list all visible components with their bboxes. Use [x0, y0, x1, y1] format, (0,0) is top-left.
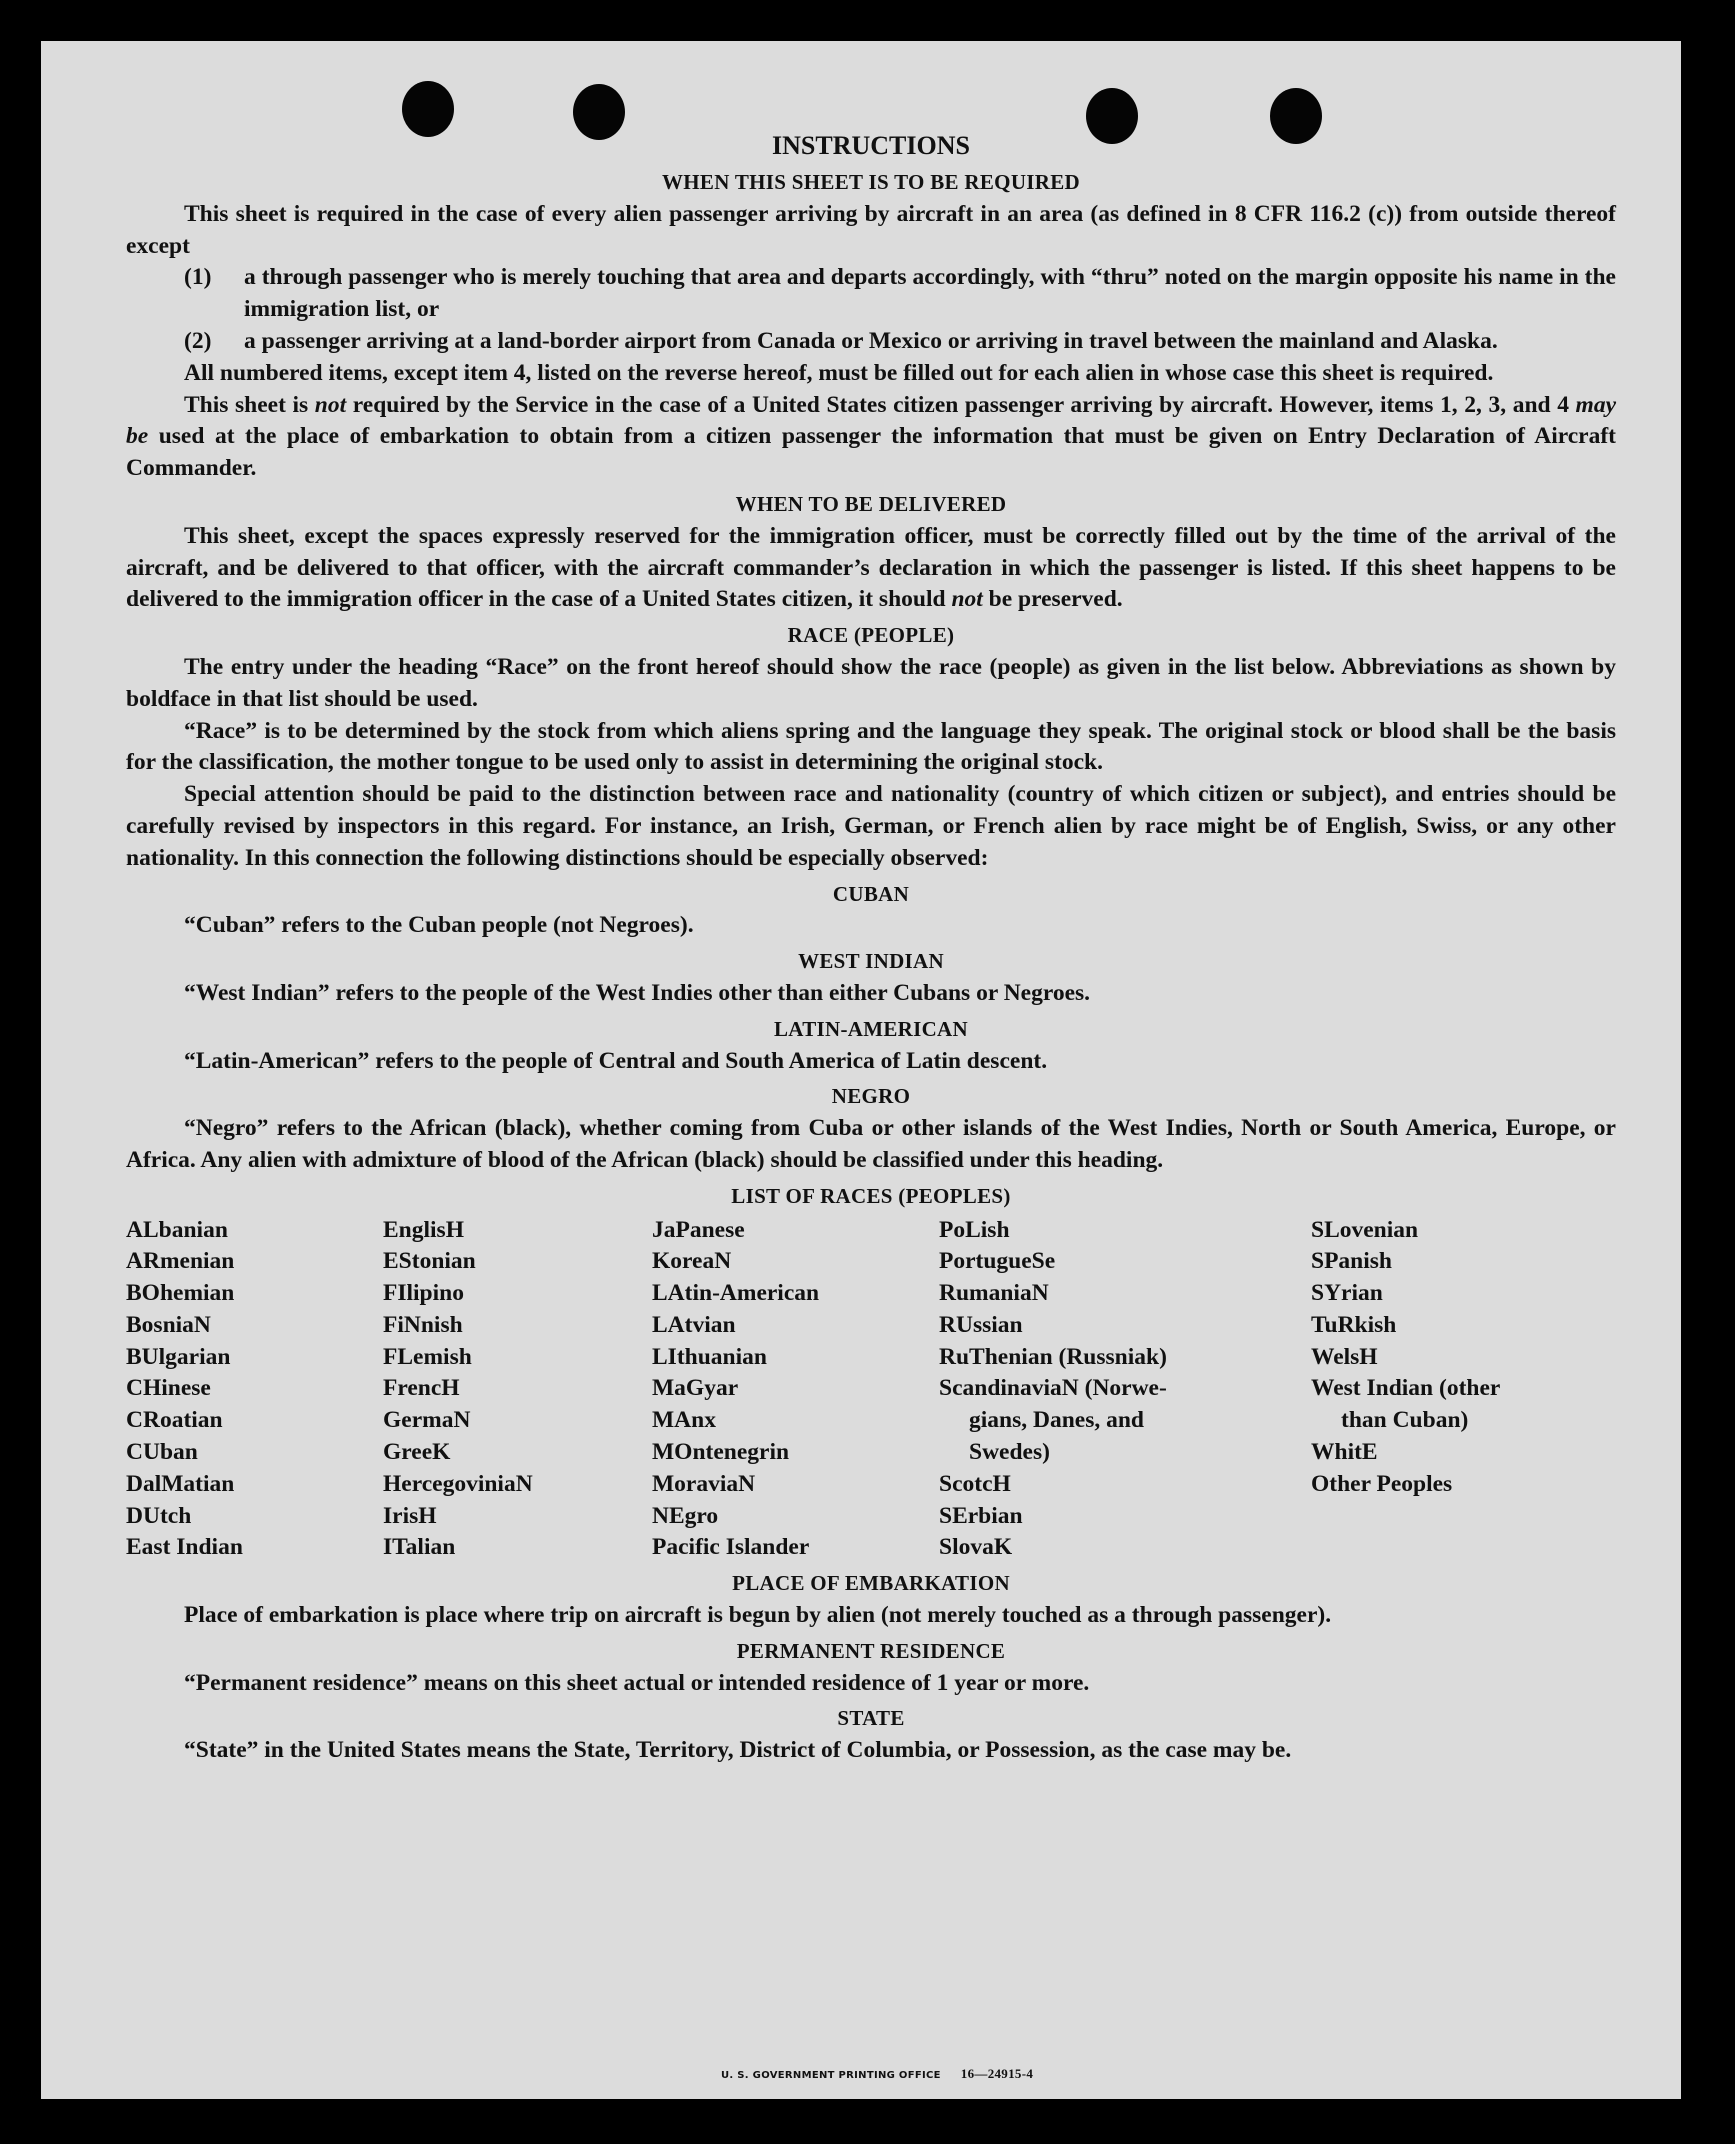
section-heading: RACE (PEOPLE)	[787, 623, 955, 648]
paragraph: This sheet, except the spaces expressly reserved for the immigration officer, must be correctly filled out by the time of the arrival of the aircraft, and be delivered to that officer, with the aircraft commander’s declaration in which the passenger is listed. If this sheet happens to be delivered to the immigration officer in the case of a United States citizen, it should not be preserved.	[126, 522, 1616, 613]
race-entry: IrisH	[383, 1502, 437, 1529]
paragraph: “State” in the United States means the State, Territory, District of Columbia, or Possession, as the case may be.	[184, 1737, 1292, 1764]
paragraph: This sheet is required in the case of every alien passenger arriving by aircraft in an area (as defined in 8 CFR 116.2 (c)) from outside thereof except	[126, 200, 1616, 259]
race-entry: ITalian	[383, 1534, 456, 1561]
race-entry: SPanish	[1311, 1248, 1392, 1275]
paragraph: Special attention should be paid to the distinction between race and nationality (country of which citizen or subject), and entries should be carefully revised by inspectors in this regard. For instance, an Irish, German, or French alien by race might be of English, Swiss, or any other nationality. In this connection the following distinctions should be especially observed:	[126, 781, 1616, 871]
race-entry: HercegoviniaN	[383, 1470, 533, 1497]
race-entry: gians, Danes, and	[969, 1407, 1144, 1434]
instructions-body	[126, 129, 1616, 1767]
paragraph: “Race” is to be determined by the stock from which aliens spring and the language they speak. The original stock or blood shall be the basis for the classification, the mother tongue to be used only to assist in determining the original stock.	[126, 717, 1616, 776]
race-entry: ScotcH	[939, 1470, 1011, 1497]
race-column	[939, 1215, 1311, 1565]
race-entry: ALbanian	[126, 1216, 228, 1243]
race-column	[1311, 1215, 1611, 1565]
race-entry: GreeK	[383, 1439, 451, 1466]
list-item: (1) a through passenger who is merely touching that area and departs accordingly, with “thru” noted on the margin opposite his name in the immigration list, or	[184, 264, 1616, 323]
race-entry: RumaniaN	[939, 1280, 1049, 1307]
race-column	[383, 1215, 652, 1565]
section-heading: PLACE OF EMBARKATION	[732, 1571, 1010, 1596]
race-entry: SErbian	[939, 1502, 1023, 1529]
section-heading: NEGRO	[831, 1084, 911, 1109]
definition: “West Indian” refers to the people of the West Indies other than either Cubans or Negroes.	[184, 979, 1091, 1006]
race-entry: LIthuanian	[652, 1343, 767, 1370]
page-title: INSTRUCTIONS	[772, 131, 970, 160]
race-entry: FLemish	[383, 1343, 472, 1370]
race-entry: than Cuban)	[1341, 1407, 1469, 1434]
race-entry: PoLish	[939, 1216, 1010, 1243]
race-entry: LAtin-American	[652, 1280, 820, 1307]
race-entry: Swedes)	[969, 1439, 1050, 1466]
paragraph: “Permanent residence” means on this sheet actual or intended residence of 1 year or more.	[184, 1669, 1090, 1696]
race-entry: PortugueSe	[939, 1248, 1056, 1275]
definition: “Negro” refers to the African (black), whether coming from Cuba or other islands of the West Indies, North or South America, Europe, or Africa. Any alien with admixture of blood of the African (black) should be classified under this heading.	[126, 1115, 1616, 1173]
race-entry: RUssian	[939, 1311, 1023, 1338]
race-entry: CUban	[126, 1439, 198, 1466]
paragraph: All numbered items, except item 4, listed on the reverse hereof, must be filled out for each alien in whose case this sheet is required.	[184, 359, 1494, 386]
race-entry: FrencH	[383, 1375, 460, 1402]
section-heading: CUBAN	[832, 881, 910, 906]
race-entry: SLovenian	[1311, 1216, 1419, 1243]
race-entry: MoraviaN	[652, 1470, 756, 1497]
section-heading: LIST OF RACES (PEOPLES)	[731, 1183, 1011, 1208]
race-entry: TuRkish	[1311, 1311, 1397, 1338]
paragraph: This sheet is not required by the Service in the case of a United States citizen passenger arriving by aircraft. However, items 1, 2, 3, and 4 may be used at the place of embarkation to obtain from a citizen passenger the information that must be given on Entry Declaration of Aircraft Commander.	[126, 391, 1617, 482]
definition: “Latin-American” refers to the people of Central and South America of Latin descent.	[184, 1047, 1048, 1074]
section-heading: LATIN-AMERICAN	[774, 1016, 968, 1041]
paragraph: The entry under the heading “Race” on the front hereof should show the race (people) as given in the list below. Abbreviations as shown by boldface in that list should be used.	[126, 653, 1616, 712]
race-entry: JaPanese	[652, 1216, 745, 1243]
race-entry: BosniaN	[126, 1311, 211, 1338]
race-entry: SlovaK	[939, 1534, 1013, 1561]
race-entry: GermaN	[383, 1407, 471, 1434]
race-entry: BUlgarian	[126, 1343, 231, 1370]
race-entry: WelsH	[1311, 1343, 1378, 1370]
section-heading: STATE	[837, 1706, 905, 1731]
race-entry: FiNnish	[383, 1311, 463, 1338]
race-entry: EnglisH	[383, 1216, 464, 1243]
race-entry: MOntenegrin	[652, 1439, 790, 1466]
list-item: (2) a passenger arriving at a land-border airport from Canada or Mexico or arriving in travel between the mainland and Alaska.	[184, 327, 1498, 354]
race-entry: SYrian	[1311, 1280, 1383, 1307]
race-entry: DUtch	[126, 1502, 192, 1529]
race-entry: RuThenian (Russniak)	[939, 1343, 1167, 1370]
race-entry: LAtvian	[652, 1311, 736, 1338]
section-heading: PERMANENT RESIDENCE	[736, 1638, 1006, 1663]
race-entry: BOhemian	[126, 1280, 235, 1307]
race-entry: MaGyar	[652, 1375, 739, 1402]
race-column	[126, 1215, 383, 1565]
race-list	[126, 1215, 1616, 1565]
race-entry: EStonian	[383, 1248, 476, 1275]
race-entry: CHinese	[126, 1375, 211, 1402]
race-entry: ARmenian	[126, 1248, 235, 1275]
printer-imprint: U. S. GOVERNMENT PRINTING OFFICE 16—24915-4	[721, 2066, 1034, 2081]
definition: “Cuban” refers to the Cuban people (not Negroes).	[184, 912, 694, 939]
section-heading: WHEN TO BE DELIVERED	[735, 491, 1007, 516]
race-entry: KoreaN	[652, 1248, 732, 1275]
race-entry: DalMatian	[126, 1470, 235, 1497]
race-entry: CRoatian	[126, 1407, 223, 1434]
race-entry: WhitE	[1311, 1439, 1378, 1466]
race-entry: ScandinaviaN (Norwe-	[939, 1375, 1167, 1402]
race-column	[652, 1215, 939, 1565]
race-entry: Pacific Islander	[652, 1534, 810, 1561]
section-heading: WEST INDIAN	[798, 949, 944, 974]
race-entry: Other Peoples	[1311, 1470, 1453, 1497]
paragraph: Place of embarkation is place where trip on aircraft is begun by alien (not merely touched as a through passenger).	[184, 1602, 1332, 1629]
document-page	[41, 41, 1681, 2099]
race-entry: East Indian	[126, 1534, 243, 1561]
section-heading: WHEN THIS SHEET IS TO BE REQUIRED	[661, 170, 1080, 194]
race-entry: FIlipino	[383, 1280, 464, 1307]
race-entry: NEgro	[652, 1502, 719, 1529]
race-entry: MAnx	[652, 1407, 716, 1434]
race-entry: West Indian (other	[1311, 1375, 1501, 1402]
